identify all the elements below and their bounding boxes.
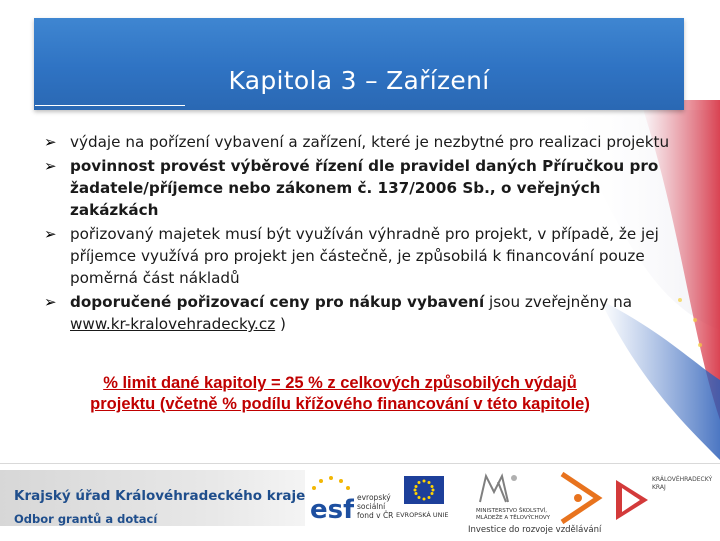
arrow-bullet-icon: ➢ bbox=[44, 157, 57, 175]
esf-caption: evropský sociální fond v ČR bbox=[357, 493, 394, 520]
investice-caption: Investice do rozvoje vzdělávání bbox=[468, 525, 602, 535]
bullet-item bbox=[44, 223, 684, 289]
kraj-logo-icon bbox=[612, 472, 654, 526]
title-banner bbox=[34, 18, 684, 110]
org-box bbox=[0, 470, 305, 526]
arrow-bullet-icon: ➢ bbox=[44, 293, 57, 311]
bullet-list bbox=[44, 131, 684, 337]
arrow-bullet-icon: ➢ bbox=[44, 133, 57, 151]
org-department: Odbor grantů a dotací bbox=[14, 512, 158, 526]
bullet-item bbox=[44, 155, 684, 221]
eu-caption: EVROPSKÁ UNIE bbox=[396, 511, 449, 519]
svg-text:esf: esf bbox=[310, 495, 354, 525]
eu-flag-icon bbox=[404, 476, 444, 504]
org-name: Krajský úřad Královéhradeckého kraje bbox=[14, 488, 306, 504]
website-link[interactable]: www.kr-kralovehradecky.cz bbox=[70, 315, 276, 333]
title-divider bbox=[35, 105, 185, 106]
slide-title: Kapitola 3 – Zařízení bbox=[228, 66, 490, 95]
bullet-text-bold: doporučené pořizovací ceny pro nákup vybavení bbox=[70, 293, 485, 311]
kraj-caption: KRÁLOVÉHRADECKÝ KRAJ bbox=[652, 476, 713, 491]
bullet-text: pořizovaný majetek musí být využíván výhradně pro projekt, v případě, že jej příjemce využívá pro projekt jen částečně, je způsobilá k financování pouze poměrná část nákladů bbox=[70, 225, 659, 287]
msmt-caption: MINISTERSTVO ŠKOLSTVÍ, MLÁDEŽE A TĚLOVÝCHOVY bbox=[476, 508, 550, 521]
bullet-text: ) bbox=[275, 315, 286, 333]
bullet-text: výdaje na pořízení vybavení a zařízení, které je nezbytné pro realizaci projektu bbox=[70, 133, 670, 151]
op-arrow-logo-icon bbox=[556, 470, 604, 526]
bullet-item bbox=[44, 131, 684, 153]
limit-note: % limit dané kapitoly = 25 % z celkových způsobilých výdajů projektu (včetně % podílu křížového financování v této kapitole) bbox=[90, 374, 590, 413]
msmt-logo-icon bbox=[476, 472, 520, 506]
bullet-text: jsou zveřejněny na bbox=[484, 293, 633, 311]
bullet-item bbox=[44, 291, 684, 335]
footer-logos-bar bbox=[0, 463, 720, 541]
bullet-text: povinnost provést výběrové řízení dle pravidel daných Příručkou pro žadatele/příjemce nebo zákonem č. 137/2006 Sb., o veřejných zakázkách bbox=[70, 157, 659, 219]
esf-logo-icon bbox=[308, 474, 354, 526]
arrow-bullet-icon: ➢ bbox=[44, 225, 57, 243]
